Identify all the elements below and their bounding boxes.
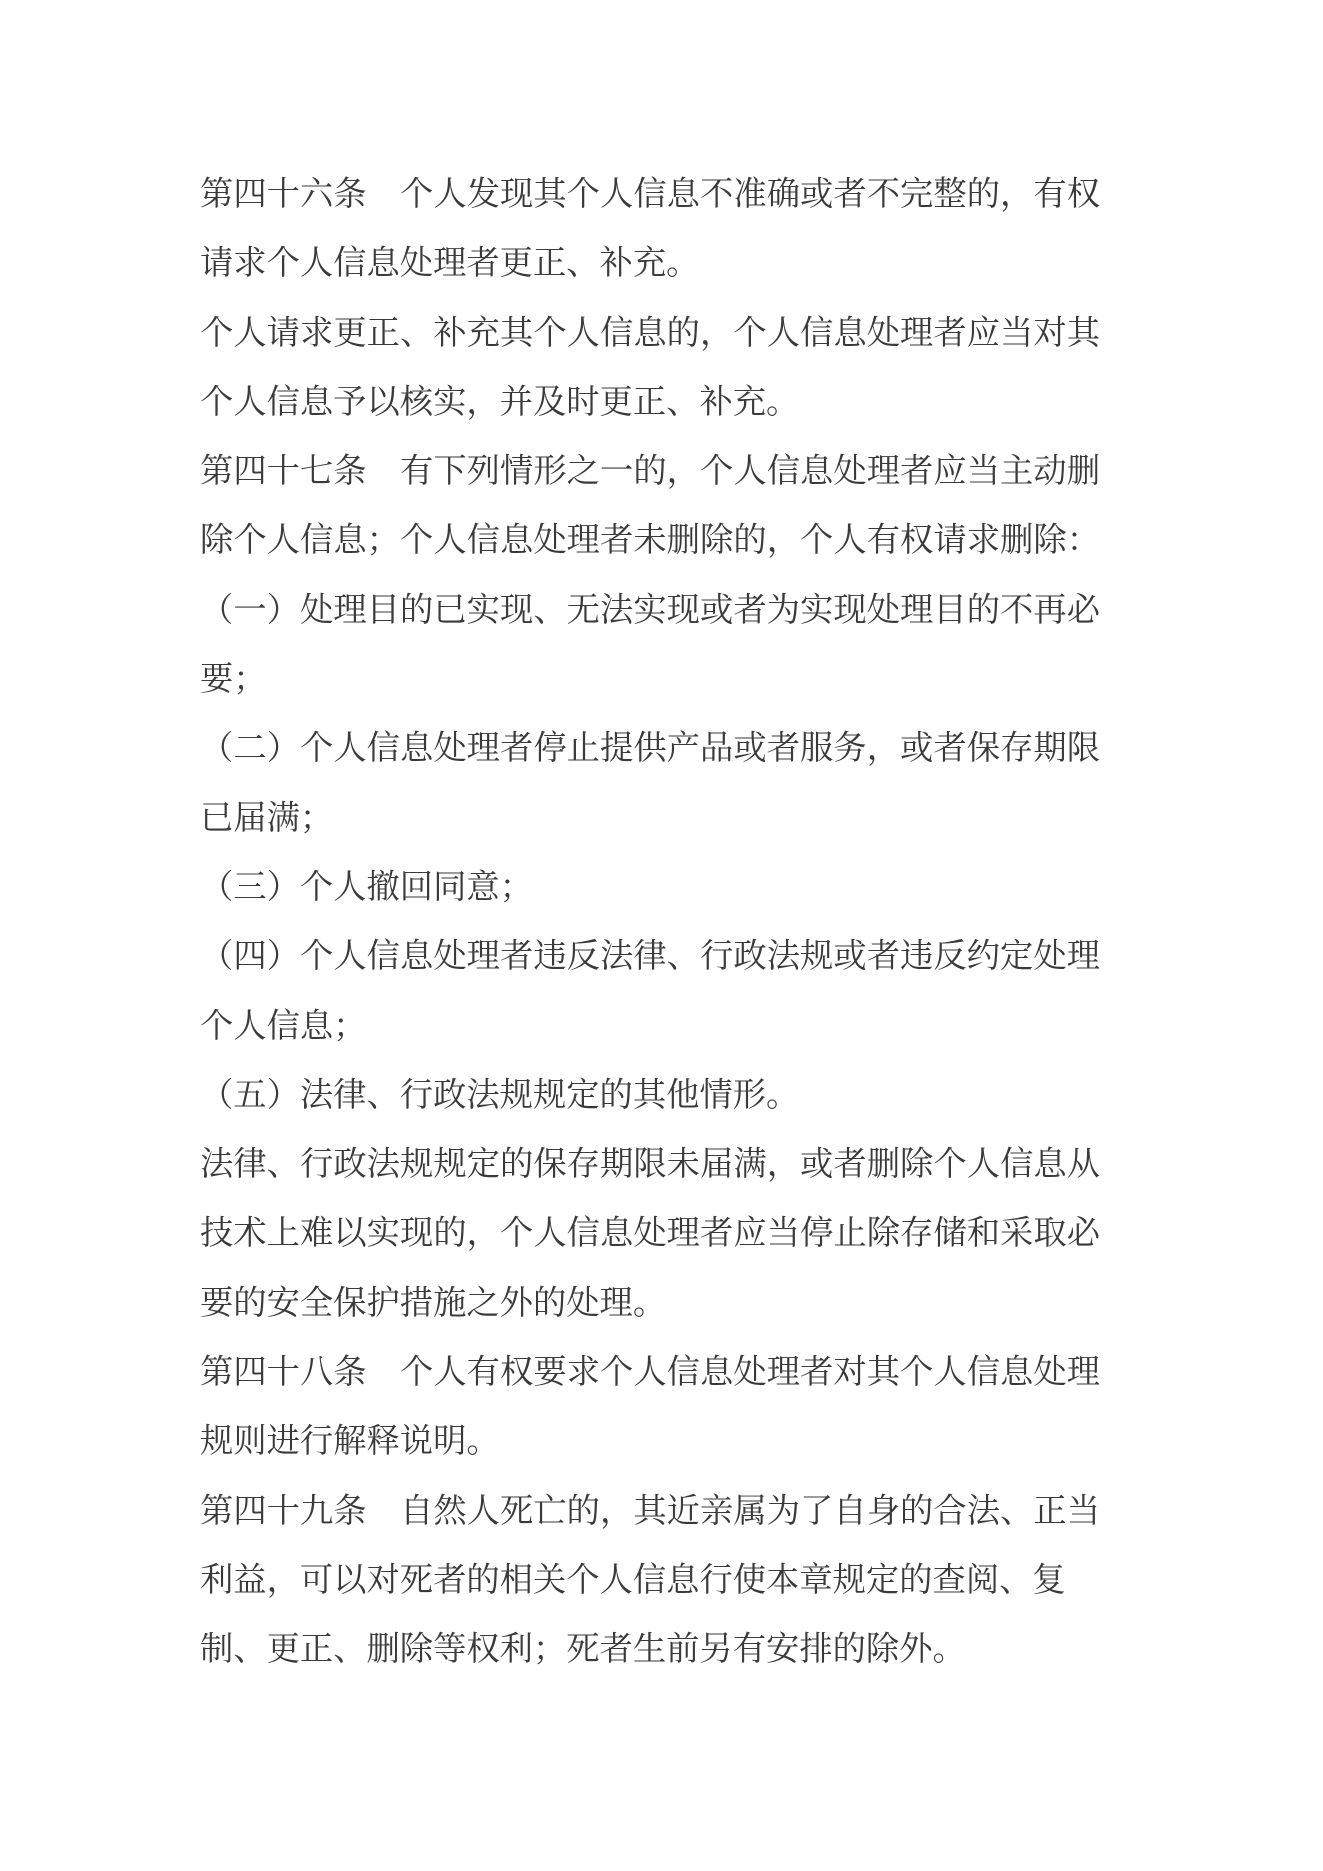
- text-line: 个人请求更正、补充其个人信息的，个人信息处理者应当对其: [200, 314, 1100, 352]
- text-line: 要；: [200, 661, 267, 699]
- text-line: （五）法律、行政法规规定的其他情形。: [200, 1076, 800, 1114]
- text-line: 除个人信息；个人信息处理者未删除的，个人有权请求删除：: [200, 522, 1100, 560]
- text-line: 技术上难以实现的，个人信息处理者应当停止除存储和采取必: [200, 1215, 1100, 1253]
- text-line: 规则进行解释说明。: [200, 1423, 500, 1461]
- text-line: 法律、行政法规规定的保存期限未届满，或者删除个人信息从: [200, 1146, 1100, 1184]
- text-line: 第四十八条 个人有权要求个人信息处理者对其个人信息处理: [200, 1354, 1100, 1392]
- text-line: 要的安全保护措施之外的处理。: [200, 1284, 667, 1322]
- text-line: 第四十七条 有下列情形之一的，个人信息处理者应当主动删: [200, 453, 1100, 491]
- text-line: 个人信息予以核实，并及时更正、补充。: [200, 383, 800, 421]
- text-line: 利益，可以对死者的相关个人信息行使本章规定的查阅、复: [200, 1561, 1066, 1599]
- text-line: 制、更正、删除等权利；死者生前另有安排的除外。: [200, 1631, 966, 1669]
- text-line: 个人信息；: [200, 1007, 367, 1045]
- text-line: 请求个人信息处理者更正、补充。: [200, 245, 700, 283]
- text-line: 已届满；: [200, 799, 334, 837]
- text-line: （四）个人信息处理者违反法律、行政法规或者违反约定处理: [200, 938, 1100, 976]
- text-line: 第四十六条 个人发现其个人信息不准确或者不完整的，有权: [200, 176, 1100, 213]
- text-line: （一）处理目的已实现、无法实现或者为实现处理目的不再必: [200, 591, 1100, 629]
- text-line: （二）个人信息处理者停止提供产品或者服务，或者保存期限: [200, 730, 1100, 768]
- document-body: [200, 160, 1100, 1685]
- text-line: （三）个人撤回同意；: [200, 868, 533, 906]
- text-line: 第四十九条 自然人死亡的，其近亲属为了自身的合法、正当: [200, 1492, 1100, 1530]
